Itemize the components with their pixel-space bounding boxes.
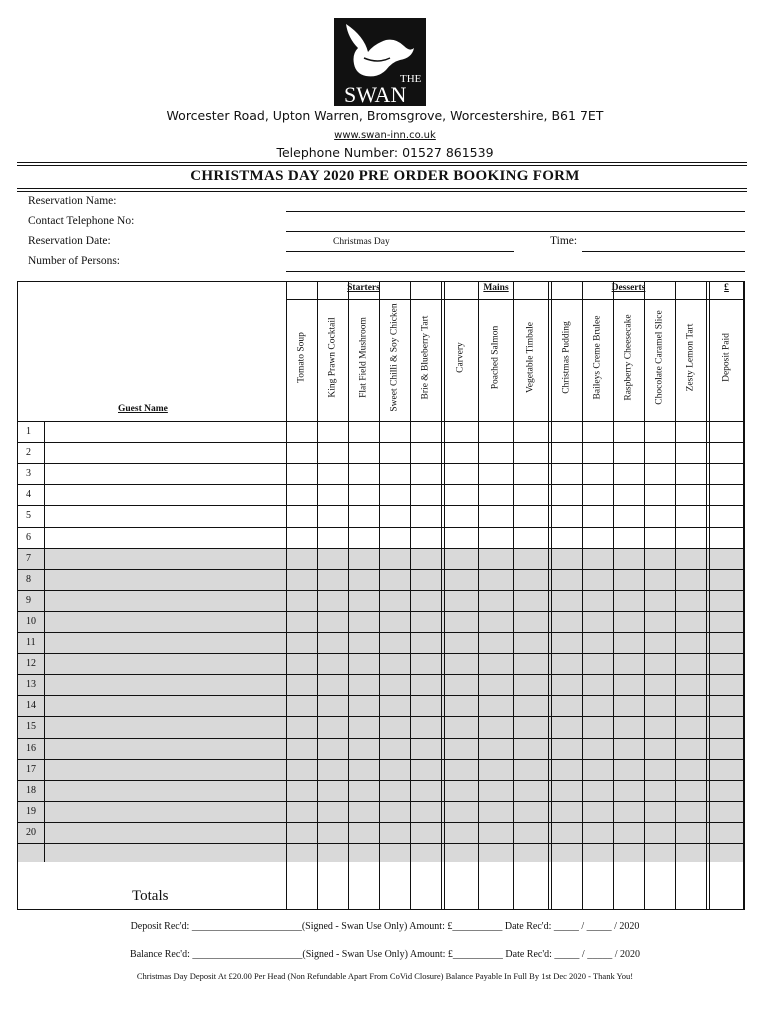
grid-hline [18, 801, 744, 802]
grid-vline [478, 281, 479, 910]
row-number: 10 [26, 615, 36, 627]
section-starters: Starters [347, 283, 380, 293]
grid-hline [18, 695, 744, 696]
column-header: Raspberry Cheesecake [623, 314, 633, 401]
time-label: Time: [550, 235, 578, 247]
row-number: 8 [26, 573, 31, 585]
row-number: 17 [26, 763, 36, 775]
section-pound: £ [724, 283, 729, 293]
column-header: Chocolate Caramel Slice [654, 310, 664, 405]
grid-vline [706, 281, 707, 910]
grid-vline [379, 281, 380, 910]
column-header: Vegetable Timbale [525, 322, 535, 393]
row-number: 3 [26, 468, 31, 480]
shaded-rows [18, 548, 743, 862]
row-number: 19 [26, 805, 36, 817]
divider [17, 188, 747, 189]
grid-vline [441, 281, 442, 910]
grid-vline [548, 281, 549, 910]
divider [17, 191, 747, 192]
column-header: Tomato Soup [296, 332, 306, 383]
column-header: Baileys Creme Brulee [592, 315, 602, 400]
row-number: 6 [26, 531, 31, 543]
grid-vline [582, 281, 583, 910]
grid-vline [513, 281, 514, 910]
section-mains: Mains [483, 283, 509, 293]
row-number: 16 [26, 742, 36, 754]
grid-hline [18, 822, 744, 823]
grid-vline [744, 281, 745, 910]
time-field[interactable] [582, 251, 745, 252]
row-number: 11 [26, 637, 36, 648]
column-header: Zesty Lemon Tart [685, 323, 695, 392]
grid-hline [18, 442, 744, 443]
row-number: 12 [26, 658, 36, 670]
row-number: 18 [26, 784, 36, 796]
balance-line: Balance Rec'd: ______________________(Signed - Swan Use Only) Amount: £__________ Date Rec'd: _____ / _____ / 2020 [130, 949, 640, 960]
grid-hline [18, 463, 744, 464]
grid-hline [18, 759, 744, 760]
address: Worcester Road, Upton Warren, Bromsgrove, Worcestershire, B61 7ET [166, 108, 604, 123]
grid-vline [44, 421, 45, 862]
row-number: 4 [26, 489, 31, 501]
column-header: King Prawn Cocktail [327, 317, 337, 398]
column-header: Christmas Pudding [561, 321, 571, 394]
logo-text-swan: SWAN [344, 82, 407, 106]
column-header: Deposit Paid [721, 333, 731, 382]
reservation-date-value: Christmas Day [333, 237, 390, 247]
payment-note: Christmas Day Deposit At £20.00 Per Head (Non Refundable Apart From CoVid Closure) Balance Payable In Full By 1st Dec 2020 - Thank You! [136, 971, 634, 981]
grid-hline [18, 716, 744, 717]
row-number: 14 [26, 700, 36, 712]
row-number: 9 [26, 594, 31, 606]
column-header: Flat Field Mushroom [358, 317, 368, 398]
grid-hline [18, 527, 744, 528]
divider [17, 162, 747, 163]
website-link[interactable]: www.swan-inn.co.uk [334, 130, 436, 141]
column-header: Carvery [455, 342, 466, 373]
contact-phone-label: Contact Telephone No: [28, 215, 135, 227]
form-title: CHRISTMAS DAY 2020 PRE ORDER BOOKING FORM [190, 168, 580, 184]
column-header: Sweet Chilli & Soy Chicken [389, 303, 399, 412]
guest-name-header: Guest Name [118, 404, 168, 414]
grid-hline [286, 299, 744, 300]
telephone: Telephone Number: 01527 861539 [276, 145, 494, 160]
column-header: Brie & Blueberry Tart [420, 315, 430, 400]
grid-vline [675, 281, 676, 910]
persons-field[interactable] [286, 271, 745, 272]
grid-vline [286, 281, 287, 910]
grid-hline [18, 632, 744, 633]
logo-text-the: THE [400, 73, 422, 85]
totals-label: Totals [132, 888, 169, 904]
column-header: Poached Salmon [490, 325, 500, 390]
section-desserts: Desserts [611, 283, 646, 293]
grid-hline [18, 674, 744, 675]
row-number: 1 [26, 426, 31, 437]
grid-vline [317, 281, 318, 910]
row-number: 2 [26, 447, 31, 459]
grid-hline [18, 611, 744, 612]
grid-hline [18, 505, 744, 506]
divider [17, 165, 747, 166]
grid-vline [613, 281, 614, 910]
grid-vline [709, 281, 710, 910]
reservation-date-label: Reservation Date: [28, 235, 111, 247]
reservation-name-field[interactable] [286, 211, 745, 212]
grid-vline [551, 281, 552, 910]
contact-phone-field[interactable] [286, 231, 745, 232]
persons-label: Number of Persons: [28, 255, 120, 267]
row-number: 5 [26, 510, 31, 522]
grid-hline [18, 569, 744, 570]
row-number: 20 [26, 826, 36, 838]
row-number: 7 [26, 552, 31, 564]
reservation-date-field[interactable] [286, 251, 514, 252]
grid-hline [18, 548, 744, 549]
swan-logo [334, 18, 426, 106]
grid-hline [18, 590, 744, 591]
grid-hline [18, 421, 744, 422]
grid-vline [644, 281, 645, 910]
deposit-line: Deposit Rec'd: ______________________(Signed - Swan Use Only) Amount: £__________ Date Rec'd: _____ / _____ / 2020 [130, 921, 640, 932]
row-number: 13 [26, 679, 36, 691]
grid-hline [18, 738, 744, 739]
grid-vline [444, 281, 445, 910]
reservation-name-label: Reservation Name: [28, 195, 117, 207]
grid-hline [18, 843, 744, 844]
grid-hline [18, 780, 744, 781]
grid-vline [348, 281, 349, 910]
grid-hline [18, 653, 744, 654]
grid-vline [410, 281, 411, 910]
grid-hline [18, 484, 744, 485]
row-number: 15 [26, 721, 36, 733]
